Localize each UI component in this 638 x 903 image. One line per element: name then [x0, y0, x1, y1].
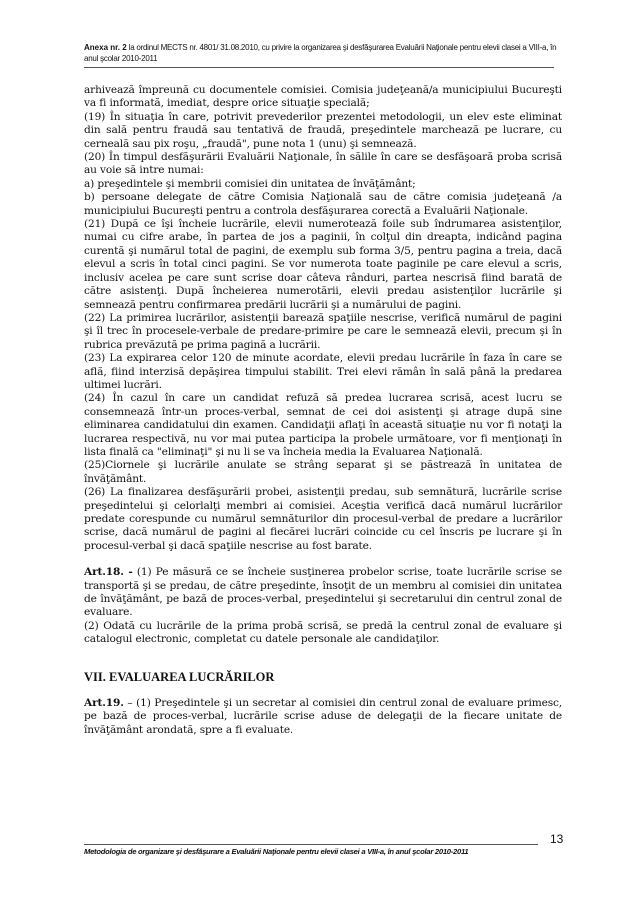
paragraph-continuation: arhivează împreună cu documentele comisiei. Comisia judeţeană/a municipiului Bucureşti va fi informată, imediat, despre orice situaţie specială;	[84, 84, 562, 110]
paragraph-25: (25)Ciornele şi lucrările anulate se strâng separat şi se păstrează în unitatea de învăţământ.	[84, 459, 562, 485]
article-19-text: – (1) Preşedintele şi un secretar al comisiei din centrul zonal de evaluare primesc, pe bază de proces-verbal, lucrările scrise aduse de delegaţii de la fiecare unitate de învăţământ arondată, spre a fi evaluate.	[84, 697, 562, 736]
paragraph-26: (26) La finalizarea desfăşurării probei, asistenţii predau, sub semnătură, lucrările scrise preşedintelui şi celorlalţi membri ai comisiei. Aceştia verifică dacă numărul lucrărilor predate corespunde cu numărul semnăturilor din procesul-verbal de predare a lucrărilor scrise, dacă numărul de pagini al fiecărei lucrări coincide cu cel înscris pe lucrare şi în procesul-verbal şi dacă spaţiile nescrise au fost barate.	[84, 486, 562, 552]
document-header	[84, 42, 570, 64]
section-title: VII. EVALUAREA LUCRĂRILOR	[84, 669, 275, 684]
paragraph-20-a: a) preşedintele şi membrii comisiei din unitatea de învăţământ;	[84, 177, 416, 190]
paragraph-24: (24) În cazul în care un candidat refuză să predea lucrarea scrisă, acest lucru se consemnează într-un proces-verbal, semnat de cei doi asistenţi şi atrage după sine eliminarea candidatului din examen. Candidaţii aflaţi în această situaţie nu vor fi notaţi la lucrarea respectivă, nu vor mai putea participa la probele următoare, vor fi menţionaţi în lista finală ca "eliminaţi" şi nu li se va încheia media la Evaluarea Naţională.	[84, 392, 562, 458]
article-19-label: Art.19.	[84, 697, 124, 710]
header-divider	[84, 67, 554, 68]
article-18-p1	[84, 566, 562, 620]
page-number: 13	[550, 832, 564, 846]
document-footer: Metodologia de organizare şi desfăşurare a Evaluării Naţionale pentru elevii clasei a VIII-a, în anul şcolar 2010-2011	[84, 847, 469, 856]
annex-label: Anexa nr. 2	[84, 43, 127, 52]
paragraph-19: (19) În situaţia în care, potrivit prevederilor prezentei metodologii, un elev este eliminat din sală pentru fraudă sau tentativă de fraudă, preşedintele marchează pe lucrare, cu cerneală sau pix roşu, „fraudă", pune nota 1 (unu) şi semnează.	[84, 110, 562, 150]
article-18-text: (1) Pe măsură ce se încheie susţinerea probelor scrise, toate lucrările scrise se transportă şi se predau, de către preşedinte, însoţit de un membru al comisiei din unitatea de învăţământ, pe bază de proces-verbal, preşedintelui şi secretarului din centrul zonal de evaluare.	[84, 566, 562, 619]
article-18-label: Art.18. -	[84, 566, 133, 579]
paragraph-22: (22) La primirea lucrărilor, asistenţii barează spaţiile nescrise, verifică numărul de pagini şi îl trec în procesele-verbale de predare-primire pe care le semnează elevii, precum şi în rubrica prevăzută pe prima pagină a lucrării.	[84, 311, 562, 351]
footer-divider	[84, 844, 538, 845]
article-18-p2: (2) Odată cu lucrările de la prima probă scrisă, se predă la centrul zonal de evaluare şi catalogul electronic, completat cu datele personale ale candidaţilor.	[84, 619, 562, 646]
paragraph-20-b: b) persoane delegate de către Comisia Naţională sau de către comisia judeţeană /a municipiului Bucureşti pentru a controla desfăşurarea corectă a Evaluării Naţionale.	[84, 191, 562, 217]
article-19-p1	[84, 697, 562, 737]
paragraph-23: (23) La expirarea celor 120 de minute acordate, elevii predau lucrările în faza în care se află, fiind interzisă depăşirea timpului stabilit. Trei elevi rămân în sală până la predarea ultimei lucrări.	[84, 352, 562, 391]
document-body	[84, 84, 562, 737]
paragraph-20: (20) În timpul desfăşurării Evaluării Naţionale, în sălile în care se desfăşoară proba scrisă au voie să intre numai:	[84, 151, 562, 177]
paragraph-21: (21) După ce îşi încheie lucrările, elevii numerotează foile sub îndrumarea asistenţilor, numai cu cifre arabe, în partea de jos a paginii, în colţul din dreapta, indicând pagina curentă şi numărul total de pagini, de exemplu sub forma 3/5, pentru pagina a treia, dacă elevul a scris în total cinci pagini. Se vor numerota toate paginile pe care elevul a scris, inclusiv acelea pe care sunt scrise doar câteva rânduri, partea nescrisă fiind barată de către asistenţi. După încheierea numerotării, elevii predau asistenţilor lucrările şi semnează pentru confirmarea predării lucrării şi a numărului de pagini.	[84, 218, 562, 311]
annex-description: la ordinul MECTS nr. 4801/ 31.08.2010, cu privire la organizarea şi desfăşurarea Evaluării Naţionale pentru elevii clasei a VIII-a, în anul şcolar 2010-2011	[84, 43, 557, 63]
